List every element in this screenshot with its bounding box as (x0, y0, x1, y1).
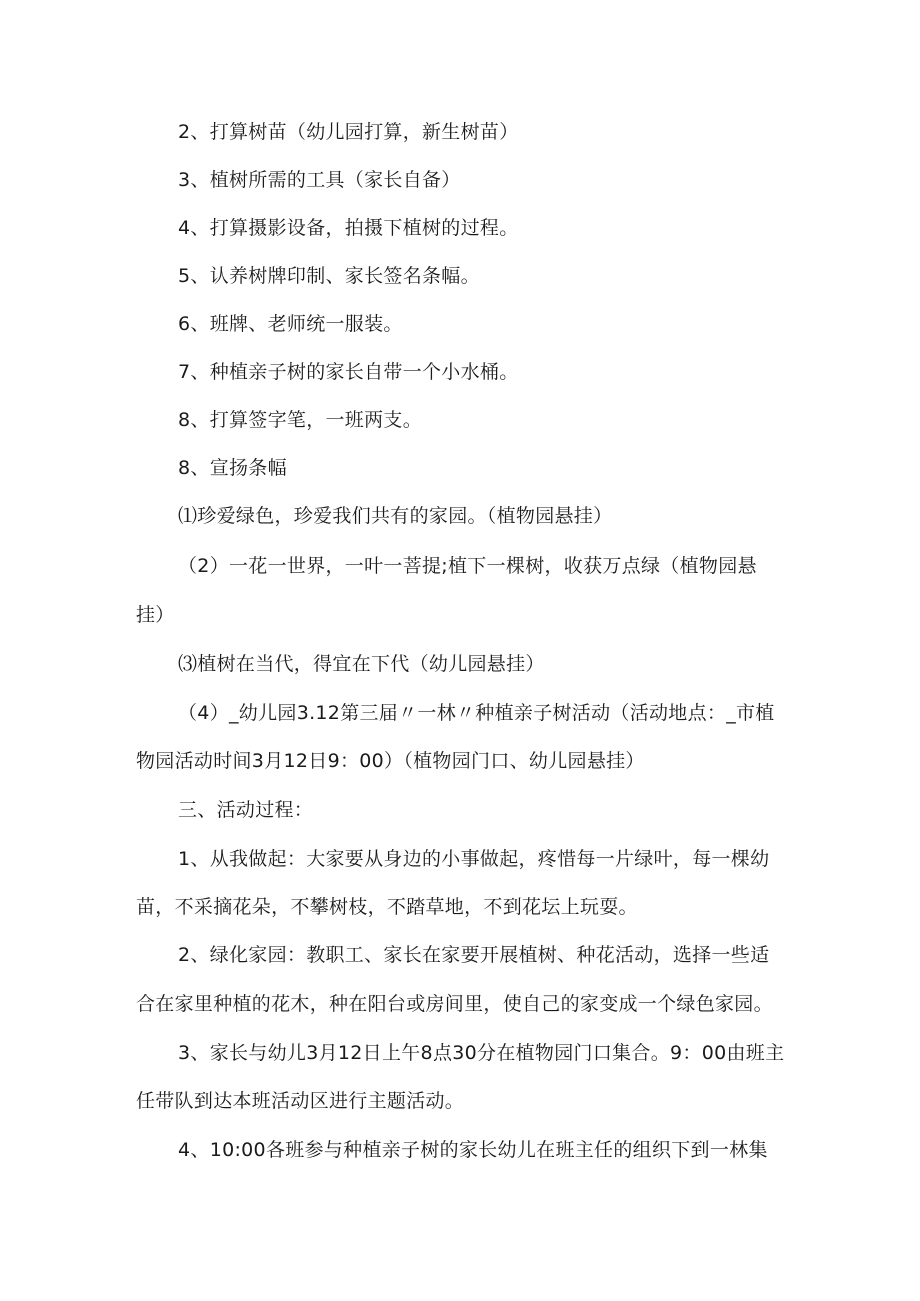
list-item: 8、宣扬条幅 (178, 457, 287, 479)
paragraph-cont: 任带队到达本班活动区进行主题活动。 (136, 1090, 465, 1112)
list-item: 2、打算树苗（幼儿园打算，新生树苗） (178, 121, 519, 143)
list-item: 5、认养树牌印制、家长签名条幅。 (178, 265, 480, 287)
banner-slogan-3: ⑶植树在当代，得宜在下代（幼儿园悬挂） (178, 653, 545, 675)
paragraph-cont: 合在家里种植的花木，种在阳台或房间里，使自己的家变成一个绿色家园。 (136, 993, 773, 1015)
paragraph: 3、家长与幼儿3月12日上午8点30分在植物园门口集合。9：00由班主 (178, 1042, 785, 1064)
list-item: 7、种植亲子树的家长自带一个小水桶。 (178, 361, 519, 383)
banner-slogan-4: （4）_幼儿园3.12第三届〃一林〃种植亲子树活动（活动地点：_市植 (178, 702, 775, 724)
list-item: 4、打算摄影设备，拍摄下植树的过程。 (178, 217, 519, 239)
paragraph-cont: 苗，不采摘花朵，不攀树枝，不踏草地，不到花坛上玩耍。 (136, 896, 638, 918)
list-item: 3、植树所需的工具（家长自备） (178, 169, 461, 191)
list-item: 6、班牌、老师统一服装。 (178, 313, 403, 335)
list-item: 8、打算签字笔，一班两支。 (178, 409, 422, 431)
banner-slogan-1: ⑴珍爱绿色，珍爱我们共有的家园。（植物园悬挂） (178, 505, 613, 527)
paragraph: 1、从我做起：大家要从身边的小事做起，疼惜每一片绿叶，每一棵幼 (178, 848, 770, 870)
paragraph: 4、10:00各班参与种植亲子树的家长幼儿在班主任的组织下到一林集 (178, 1139, 768, 1161)
banner-slogan-4-cont: 物园活动时间3月12日9：00）（植物园门口、幼儿园悬挂） (136, 750, 645, 772)
banner-slogan-2: （2）一花一世界，一叶一菩提;植下一棵树，收获万点绿（植物园悬 (178, 555, 757, 577)
paragraph: 2、绿化家园：教职工、家长在家要开展植树、种花活动，选择一些适 (178, 944, 770, 966)
banner-slogan-2-cont: 挂） (136, 604, 175, 626)
section-heading: 三、活动过程： (178, 799, 314, 821)
